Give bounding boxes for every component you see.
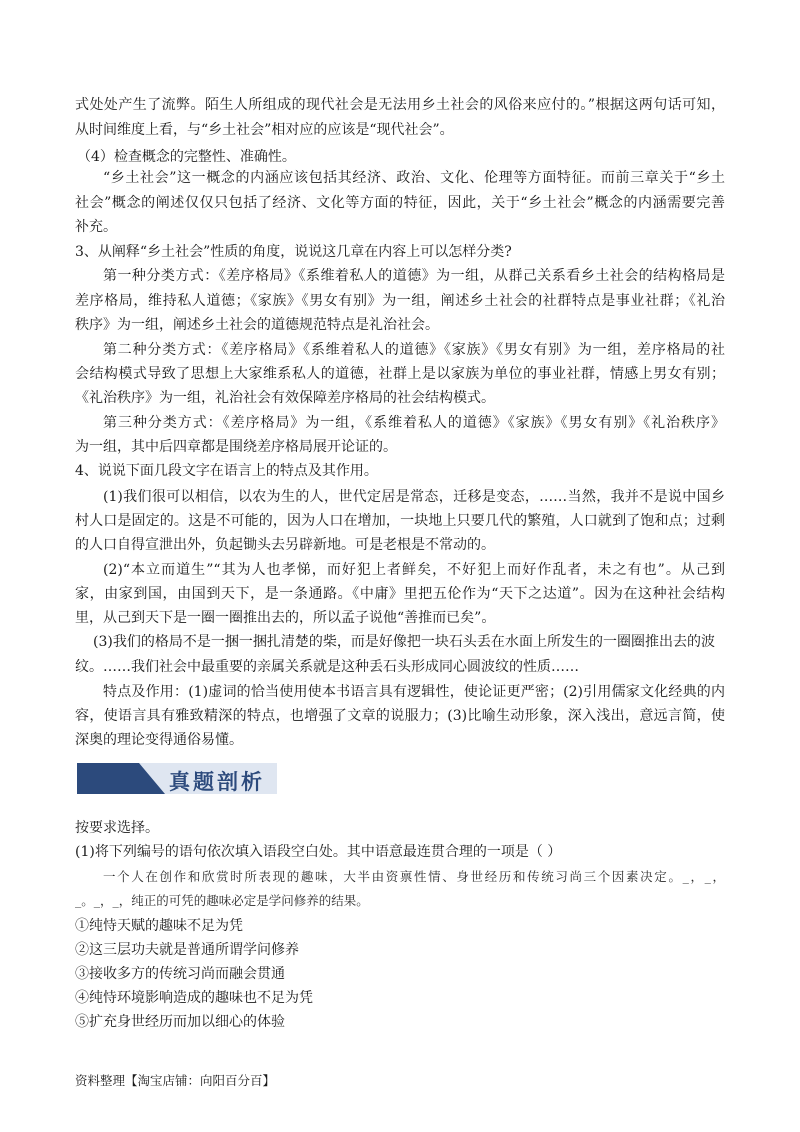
text-line: 第二种分类方式：《差序格局》《系维着私人的道德》《家族》《男女有别》为一组，差序格局的社 [103,342,725,358]
section-title: 真题剖析 [169,769,265,794]
option-line: ①纯恃天赋的趣味不足为凭 [75,918,243,934]
answer-line: 深奥的理论变得通俗易懂。 [75,732,243,748]
question-heading: 3、从阐释“乡土社会”性质的角度，说说这几章在内容上可以怎样分类? [75,244,512,260]
quote-line: 村人口是固定的。这是不可能的，因为人口在增加，一块地上只要几代的繁殖，人口就到了饱和点；过剩 [75,513,725,529]
text-line: 从时间维度上看，与“乡土社会”相对应的应该是“现代社会”。 [75,122,454,138]
answer-line: 特点及作用：(1)虚词的恰当使用使本书语言具有逻辑性，使论证更严密；(2)引用儒家文化经典的内 [103,684,725,700]
option-line: ⑤扩充身世经历而加以细心的体验 [75,1014,285,1030]
answer-line: 容，使语言具有雅致精深的特点，也增强了文章的说服力；(3)比喻生动形象，深入浅出，意远言简，使 [75,708,725,724]
passage-line: 一个人在创作和欣赏时所表现的趣味，大半由资禀性情、身世经历和传统习尚三个因素决定。_，_， [103,869,725,884]
option-line: ④纯恃环境影响造成的趣味也不足为凭 [75,990,313,1006]
quote-line: 纹。……我们社会中最重要的亲属关系就是这种丢石头形成同心圆波纹的性质…… [75,659,579,675]
text-line: 补充。 [75,219,117,235]
text-line: “乡土社会”这一概念的内涵应该包括其经济、政治、文化、伦理等方面特征。而前三章关于“乡土 [103,170,725,186]
text-line: 第一种分类方式：《差序格局》《系维着私人的道德》为一组，从群己关系看乡土社会的结构格局是 [103,268,725,284]
banner-arrow-shape [77,763,169,794]
option-line: ②这三层功夫就是普通所谓学问修养 [75,942,299,958]
quote-line: (2)“本立而道生”“其为人也孝悌，而好犯上者鲜矣，不好犯上而好作乱者，未之有也”。从己到 [103,562,725,578]
option-line: ③接收多方的传统习尚而融会贯通 [75,966,285,982]
instruction-line: 按要求选择。 [75,820,159,836]
text-line: 第三种分类方式：《差序格局》为一组，《系维着私人的道德》《家族》《男女有别》《礼治秩序》 [103,415,725,431]
section-banner [77,763,277,794]
quote-line: 里，从己到天下是一圈一圈推出去的，所以孟子说他“善推而已矣”。 [75,610,496,626]
text-line: 秩序》为一组，阐述乡土社会的道德规范特点是礼治社会。 [75,317,439,333]
quote-line: 的人口自得宣泄出外，负起锄头去另辟新地。可是老根是不常动的。 [75,537,495,553]
text-line: 社会”概念的阐述仅仅只包括了经济、文化等方面的特征，因此，关于“乡土社会”概念的内涵需要完善 [75,195,725,211]
question-stem: (1)将下列编号的语句依次填入语段空白处。其中语意最连贯合理的一项是（ ） [75,844,562,860]
text-line: 《礼治秩序》为一组，礼治社会有效保障差序格局的社会结构模式。 [75,390,495,406]
passage-line: _。_，_，纯正的可凭的趣味必定是学问修养的结果。 [75,893,369,908]
subheading: （4）检查概念的完整性、准确性。 [77,149,296,165]
question-heading: 4、说说下面几段文字在语言上的特点及其作用。 [75,463,378,479]
quote-line: 家，由家到国，由国到天下，是一条通路。《中庸》里把五伦作为“天下之达道”。因为在这种社会结构 [75,586,725,602]
text-line: 为一组，其中后四章都是围绕差序格局展开论证的。 [75,439,397,455]
text-line: 会结构模式导致了思想上大家维系私人的道德，社群上是以家族为单位的事业社群，情感上男女有别； [75,366,725,382]
quote-line: (1)我们很可以相信，以农为生的人，世代定居是常态，迁移是变态，……当然，我并不是说中国乡 [103,489,725,505]
footer-note: 资料整理【淘宝店铺：向阳百分百】 [75,1073,276,1088]
text-line: 差序格局，维持私人道德；《家族》《男女有别》为一组，阐述乡土社会的社群特点是事业社群；《礼治 [75,293,725,309]
text-line: 式处处产生了流弊。陌生人所组成的现代社会是无法用乡土社会的风俗来应付的。”根据这两句话可知， [75,97,725,113]
quote-line: (3)我们的格局不是一捆一捆扎清楚的柴，而是好像把一块石头丢在水面上所发生的一圈圈推出去的波 [93,634,715,650]
